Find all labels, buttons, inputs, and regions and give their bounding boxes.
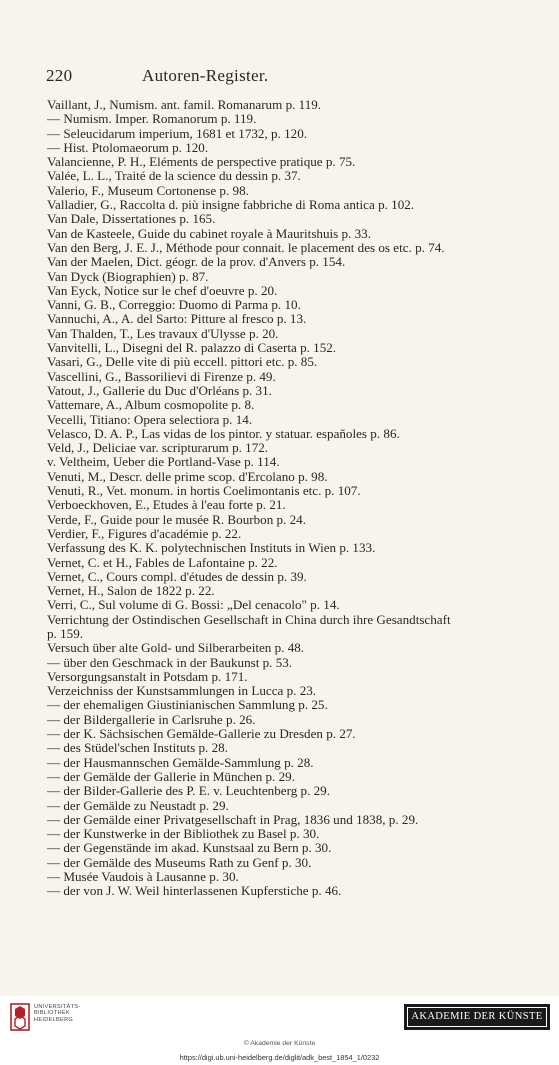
library-line-1: UNIVERSITÄTS- bbox=[34, 1004, 81, 1010]
university-library-logo-icon[interactable] bbox=[10, 1003, 30, 1031]
register-entry: Verri, C., Sul volume di G. Bossi: „Del cenacolo" p. 14. bbox=[47, 597, 340, 613]
register-entry: Vanni, G. B., Correggio: Duomo di Parma p. 10. bbox=[47, 297, 301, 313]
register-entry: Van Eyck, Notice sur le chef d'oeuvre p. 20. bbox=[47, 282, 278, 298]
register-entry: Venuti, M., Descr. delle prime scop. d'Ercolano p. 98. bbox=[47, 468, 328, 484]
university-library-name[interactable] bbox=[34, 1004, 80, 1023]
register-entry: Vanvitelli, L., Disegni del R. palazzo di Caserta p. 152. bbox=[47, 340, 337, 356]
register-entry: — Numism. Imper. Romanorum p. 119. bbox=[47, 111, 257, 127]
register-entry: — der Bilder-Gallerie des P. E. v. Leuchtenberg p. 29. bbox=[47, 783, 330, 799]
register-entry: Vannuchi, A., A. del Sarto: Pitture al fresco p. 13. bbox=[47, 311, 307, 327]
register-entry: Vernet, H., Salon de 1822 p. 22. bbox=[47, 583, 215, 599]
register-entry: Vernet, C., Cours compl. d'études de dessin p. 39. bbox=[47, 568, 307, 584]
register-entry: Venuti, R., Vet. monum. in hortis Coelimontanis etc. p. 107. bbox=[47, 483, 361, 499]
page-number: 220 bbox=[46, 66, 73, 85]
copyright-notice: © Akademie der Künste bbox=[243, 1040, 316, 1047]
register-entries bbox=[47, 98, 547, 899]
register-entry: — Seleucidarum imperium, 1681 et 1732, p. 120. bbox=[47, 125, 308, 141]
register-entry: — der von J. W. Weil hinterlassenen Kupferstiche p. 46. bbox=[47, 883, 342, 899]
register-entry: Vatout, J., Gallerie du Duc d'Orléans p. 31. bbox=[47, 382, 272, 398]
register-entry: — der Gegenstände im akad. Kunstsaal zu Bern p. 30. bbox=[47, 840, 332, 856]
register-entry: — der ehemaligen Giustinianischen Sammlung p. 25. bbox=[47, 697, 328, 713]
register-entry: — Musée Vaudois à Lausanne p. 30. bbox=[47, 869, 239, 885]
register-entry: Van Dyck (Biographien) p. 87. bbox=[47, 268, 209, 284]
running-title: Autoren-Register. bbox=[142, 66, 269, 85]
register-entry: Versorgungsanstalt in Potsdam p. 171. bbox=[47, 668, 248, 684]
register-entry: Vaillant, J., Numism. ant. famil. Romanarum p. 119. bbox=[47, 97, 322, 112]
register-entry: Vattemare, A., Album cosmopolite p. 8. bbox=[47, 397, 255, 413]
register-entry: Van den Berg, J. E. J., Méthode pour connait. le placement des os etc. p. 74. bbox=[47, 239, 445, 255]
register-entry: Verboeckhoven, E., Etudes à l'eau forte p. 21. bbox=[47, 497, 286, 513]
register-entry: Verde, F., Guide pour le musée R. Bourbon p. 24. bbox=[47, 511, 306, 527]
register-entry: Van de Kasteele, Guide du cabinet royale à Mauritshuis p. 33. bbox=[47, 225, 371, 241]
register-entry: Valancienne, P. H., Eléments de perspective pratique p. 75. bbox=[47, 154, 356, 170]
register-entry: Van Dale, Dissertationes p. 165. bbox=[47, 211, 216, 227]
library-line-3: HEIDELBERG bbox=[34, 1016, 74, 1023]
register-entry: Vasari, G., Delle vite di più eccell. pittori etc. p. 85. bbox=[47, 354, 318, 370]
register-entry: — der Gemälde zu Neustadt p. 29. bbox=[47, 797, 229, 813]
register-entry: — der Gemälde einer Privatgesellschaft in Prag, 1836 und 1838, p. 29. bbox=[47, 811, 419, 827]
register-entry: — der Bildergallerie in Carlsruhe p. 26. bbox=[47, 711, 256, 727]
register-entry: — über den Geschmack in der Baukunst p. 53. bbox=[47, 654, 293, 670]
academy-logo-badge[interactable] bbox=[404, 1004, 550, 1030]
register-entry: Valerio, F., Museum Cortonense p. 98. bbox=[47, 182, 249, 198]
register-entry: — des Stüdel'schen Instituts p. 28. bbox=[47, 740, 228, 756]
register-entry: — der K. Sächsischen Gemälde-Gallerie zu Dresden p. 27. bbox=[47, 726, 356, 742]
register-entry: Vascellini, G., Bassorilievi di Firenze p. 49. bbox=[47, 368, 276, 384]
register-entry: Vecelli, Titiano: Opera selectiora p. 14. bbox=[47, 411, 253, 427]
register-entry: Versuch über alte Gold- und Silberarbeiten p. 48. bbox=[47, 640, 305, 656]
register-entry: — der Kunstwerke in der Bibliothek zu Basel p. 30. bbox=[47, 826, 320, 842]
academy-name: AKADEMIE DER KÜNSTE bbox=[407, 1007, 547, 1027]
register-entry: — der Gemälde des Museums Rath zu Genf p. 30. bbox=[47, 854, 312, 870]
register-entry: Verfassung des K. K. polytechnischen Instituts in Wien p. 133. bbox=[47, 540, 376, 556]
register-entry: Verrichtung der Ostindischen Gesellschaft in China durch ihre Gesandtschaft bbox=[47, 611, 451, 627]
library-line-2: BIBLIOTHEK bbox=[34, 1010, 70, 1017]
register-entry: Veld, J., Deliciae var. scripturarum p. 172. bbox=[47, 440, 269, 456]
register-entry: p. 159. bbox=[47, 625, 84, 641]
register-entry: Verdier, F., Figures d'académie p. 22. bbox=[47, 525, 242, 541]
register-entry: Verzeichniss der Kunstsammlungen in Lucca p. 23. bbox=[47, 683, 317, 699]
register-entry: Velasco, D. A. P., Las vidas de los pintor. y statuar. españoles p. 86. bbox=[47, 425, 400, 441]
register-entry: — der Hausmannschen Gemälde-Sammlung p. 28. bbox=[47, 754, 314, 770]
register-entry: Van der Maelen, Dict. géogr. de la prov. d'Anvers p. 154. bbox=[47, 254, 346, 270]
register-entry: Valée, L. L., Traité de la science du dessin p. 37. bbox=[47, 168, 301, 184]
register-entry: — der Gemälde der Gallerie in München p. 29. bbox=[47, 768, 295, 784]
register-entry: — Hist. Ptolomaeorum p. 120. bbox=[47, 139, 209, 155]
register-entry: v. Veltheim, Ueber die Portland-Vase p. 114. bbox=[47, 454, 280, 470]
source-url-link[interactable]: https://digi.ub.uni-heidelberg.de/diglit/adk_best_1854_1/0232 bbox=[179, 1053, 380, 1062]
register-entry: Van Thalden, T., Les travaux d'Ulysse p. 20. bbox=[47, 325, 279, 341]
register-entry: Vernet, C. et H., Fables de Lafontaine p. 22. bbox=[47, 554, 278, 570]
register-entry: Valladier, G., Raccolta d. più insigne fabbriche di Roma antica p. 102. bbox=[47, 197, 415, 213]
